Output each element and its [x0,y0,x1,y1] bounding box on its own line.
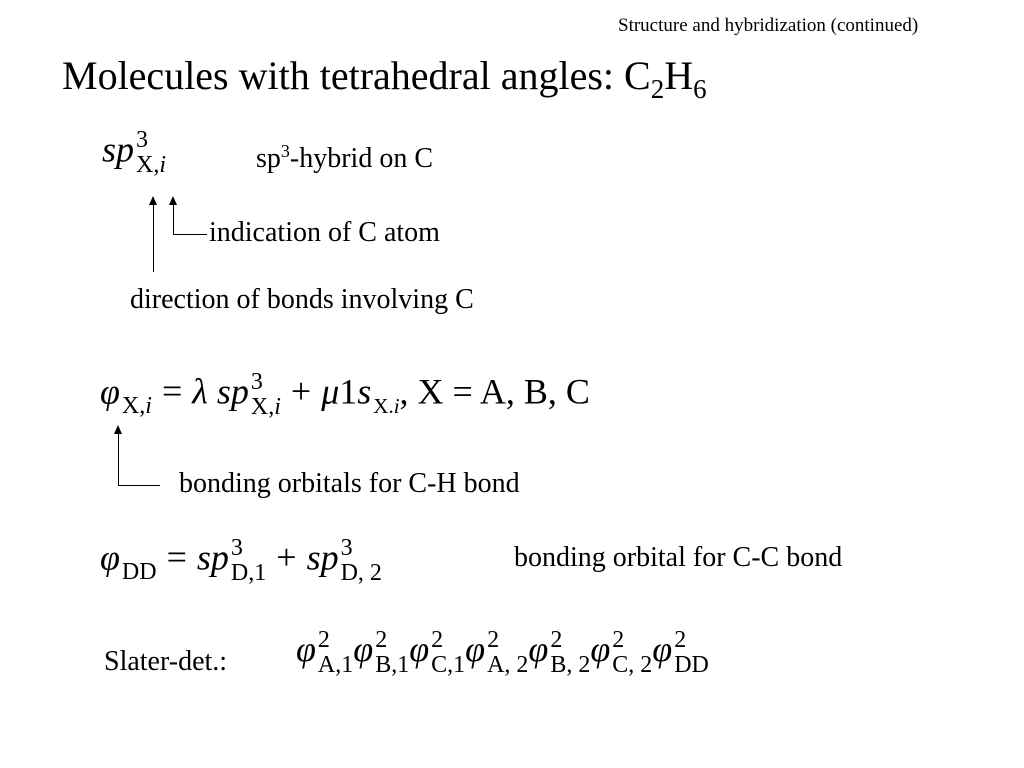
notation-symbol [102,128,166,178]
title-sub-1: 2 [650,74,665,104]
slater-phi: φ [590,629,611,670]
eq1-sp: sp [216,371,249,412]
eq1-plus: + [290,371,312,412]
eq1-s-sub-i: i [393,394,400,419]
slater-label: Slater-det.: [104,646,228,677]
slater-phi: φ [353,629,374,670]
title-sub-2: 6 [693,74,707,104]
slater-term [528,627,591,679]
notation-sub: X, [136,152,160,179]
slater-phi: φ [409,629,430,670]
slater-sub: C,1 [431,652,466,679]
arrow-bonding-line [118,433,119,485]
eq2-sp1: sp [196,537,229,578]
desc-post: -hybrid on C [289,143,434,174]
equation-hybrid-orbital [100,370,590,420]
eq2-sp2-sub: D, 2 [340,560,382,587]
desc-pre: sp [256,143,281,174]
notation-sup: 3 [136,127,149,153]
notation-description [256,143,433,175]
eq1-lambda: λ [192,371,208,412]
slater-phi: φ [465,629,486,670]
slater-sup: 2 [431,627,444,653]
slater-term [296,627,354,679]
eq1-mu: μ [321,371,340,412]
title-main: Molecules with tetrahedral angles: C [62,53,651,98]
slater-sub: A, 2 [487,652,529,679]
title-mid: H [664,53,694,98]
eq1-s-sub: X. [373,394,394,419]
slater-term [353,627,410,679]
eq2-equals: = [166,537,187,578]
note-direction: direction of bonds involving C [130,284,474,315]
eq1-one: 1 [339,371,358,412]
slater-term [465,627,529,679]
slater-sup: 2 [612,627,625,653]
slater-term [590,627,653,679]
notation-sub-i: i [159,152,167,179]
eq1-sp-sub-i: i [274,394,281,421]
eq2-sp1-sub: D,1 [230,560,267,587]
slater-determinant [296,628,709,678]
note-bonding-ch: bonding orbitals for C-H bond [179,468,520,499]
arrow-direction-line [153,204,154,272]
note-bonding-cc: bonding orbital for C-C bond [514,542,843,573]
slater-phi: φ [528,629,549,670]
arrow-bonding-leader [118,485,160,486]
slater-sup: 2 [375,627,388,653]
page-title [62,52,707,104]
slater-sup: 2 [674,627,687,653]
slater-sup: 2 [487,627,500,653]
eq1-phi-sub: X, [121,392,146,419]
slater-sub: C, 2 [612,652,653,679]
eq2-sp2-sup: 3 [340,535,353,561]
eq2-plus: + [276,537,297,578]
slater-sub: A,1 [317,652,354,679]
arrow-atom-leader [173,234,207,235]
slater-term [409,627,466,679]
eq1-phi: φ [100,371,120,412]
slater-phi: φ [296,629,316,670]
eq2-sp2: sp [306,537,339,578]
notation-sp: sp [102,129,135,170]
slater-phi: φ [652,629,673,670]
slater-sub: B, 2 [550,652,591,679]
eq1-equals: = [161,371,183,412]
slater-sup: 2 [550,627,563,653]
equation-cc-orbital [100,536,382,586]
eq1-s: s [357,371,372,412]
eq2-phi-sub: DD [121,558,157,585]
slater-sub: B,1 [375,652,410,679]
slater-sub: DD [674,652,709,679]
eq1-phi-sub-i: i [145,392,152,419]
eq1-tail: , X = A, B, C [399,371,590,412]
slater-term [652,627,709,679]
eq2-phi: φ [100,537,120,578]
note-atom: indication of C atom [209,217,440,248]
header-text: Structure and hybridization (continued) [618,15,919,36]
arrow-atom-line [173,204,174,234]
slater-sup: 2 [317,627,330,653]
desc-sup: 3 [280,141,290,161]
eq1-sp-sup: 3 [250,369,263,395]
eq1-sp-sub: X, [250,394,275,421]
eq2-sp1-sup: 3 [230,535,243,561]
